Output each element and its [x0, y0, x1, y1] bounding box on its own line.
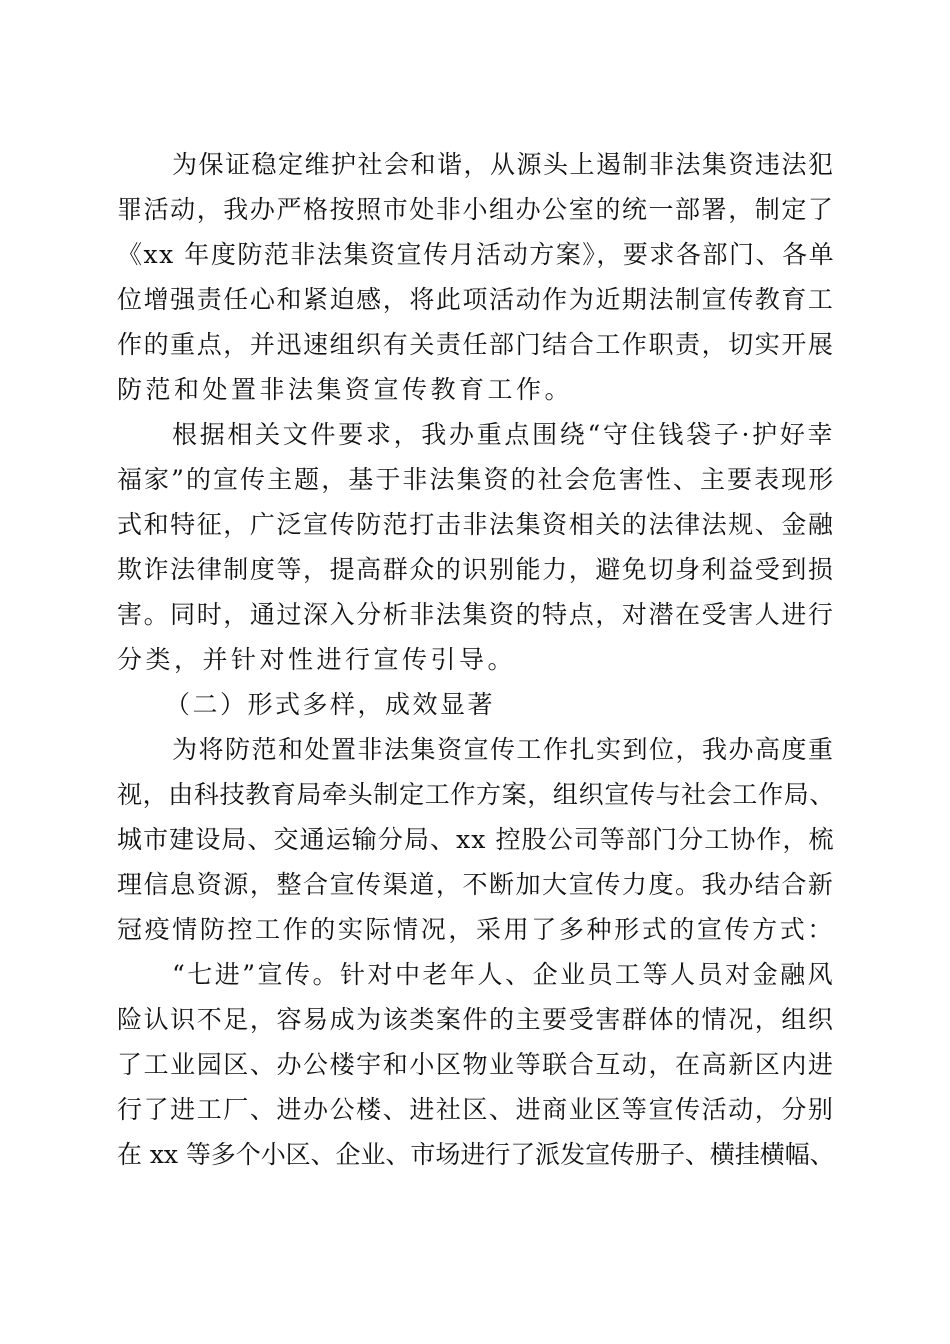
paragraph-1-line-1: 为保证稳定维护社会和谐，从源头上遏制非法集资违法犯: [172, 150, 835, 179]
paragraph-4-line-2: 险认识不足，容易成为该类案件的主要受害群体的情况，组织: [117, 1005, 835, 1034]
paragraph-2-line-3: 式和特征，广泛宣传防范打击非法集资相关的法律法规、金融: [117, 510, 835, 539]
paragraph-4-line-3: 了工业园区、办公楼宇和小区物业等联合互动，在高新区内进: [117, 1050, 835, 1079]
paragraph-4-line-1: “七进”宣传。针对中老年人、企业员工等人员对金融风: [172, 960, 836, 989]
paragraph-1-line-2: 罪活动，我办严格按照市处非小组办公室的统一部署，制定了: [117, 195, 835, 224]
paragraph-3-line-3: 城市建设局、交通运输分局、xx 控股公司等部门分工协作，梳: [117, 825, 835, 854]
section-heading: （二）形式多样，成效显著: [165, 690, 496, 719]
paragraph-3-line-4: 理信息资源，整合宣传渠道，不断加大宣传力度。我办结合新: [117, 870, 835, 899]
paragraph-1-line-3: 《xx 年度防范非法集资宣传月活动方案》，要求各部门、各单: [117, 240, 836, 269]
paragraph-4-line-5: 在 xx 等多个小区、企业、市场进行了派发宣传册子、横挂横幅、: [117, 1140, 835, 1169]
paragraph-3-line-2: 视，由科技教育局牵头制定工作方案，组织宣传与社会工作局、: [117, 780, 836, 809]
paragraph-1-line-4: 位增强责任心和紧迫感，将此项活动作为近期法制宣传教育工: [117, 285, 835, 314]
paragraph-1-line-5: 作的重点，并迅速组织有关责任部门结合工作职责，切实开展: [117, 330, 835, 359]
paragraph-4-line-4: 行了进工厂、进办公楼、进社区、进商业区等宣传活动，分别: [117, 1095, 835, 1124]
paragraph-2-line-1: 根据相关文件要求，我办重点围绕“守住钱袋子·护好幸: [172, 420, 836, 449]
paragraph-1-line-6: 防范和处置非法集资宣传教育工作。: [117, 375, 574, 404]
paragraph-2-line-5: 害。同时，通过深入分析非法集资的特点，对潜在受害人进行: [117, 600, 835, 629]
paragraph-2-line-6: 分类，并针对性进行宣传引导。: [117, 645, 517, 674]
paragraph-2-line-2: 福家”的宣传主题，基于非法集资的社会危害性、主要表现形: [117, 465, 836, 494]
paragraph-3-line-5: 冠疫情防控工作的实际情况，采用了多种形式的宣传方式：: [117, 915, 836, 944]
paragraph-3-line-1: 为将防范和处置非法集资宣传工作扎实到位，我办高度重: [172, 735, 835, 764]
paragraph-2-line-4: 欺诈法律制度等，提高群众的识别能力，避免切身利益受到损: [117, 555, 835, 584]
